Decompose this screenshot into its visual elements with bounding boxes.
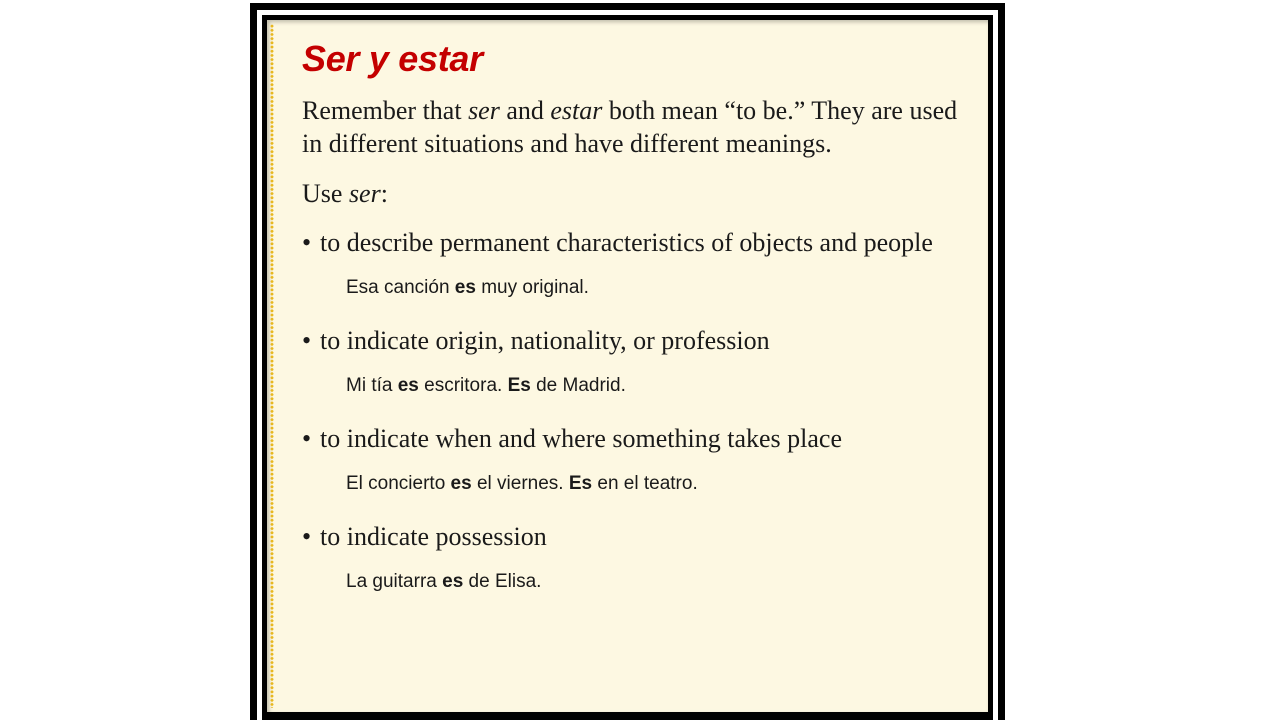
example-verb: es — [450, 473, 472, 495]
example-verb: es — [397, 375, 419, 397]
usage-bullet-text: to indicate origin, nationality, or profession — [320, 326, 770, 356]
example-sentence — [346, 472, 968, 496]
example-text: Esa canción — [346, 277, 455, 299]
example-verb: Es — [507, 375, 531, 397]
card-content — [302, 37, 968, 618]
intro-text-and: and — [499, 96, 551, 126]
intro-ser: ser — [468, 96, 500, 126]
example-text: escritora. — [418, 375, 508, 397]
example-verb: Es — [568, 473, 593, 495]
usage-list — [302, 226, 968, 594]
example-verb: es — [454, 277, 476, 299]
usage-bullet — [302, 520, 968, 553]
usage-bullet-text: to indicate possession — [320, 522, 547, 552]
example-sentence — [346, 570, 968, 594]
use-verb: ser — [348, 179, 381, 209]
example-text: muy original. — [475, 277, 589, 299]
intro-paragraph — [302, 94, 968, 160]
use-prefix: Use — [302, 179, 349, 209]
usage-bullet — [302, 422, 968, 455]
slide-frame — [250, 3, 1005, 720]
content-card — [267, 20, 988, 712]
usage-bullet-text: to describe permanent characteristics of objects and people — [320, 228, 933, 258]
intro-text-2: both mean “to be.” They are used in different situations and have different meanings. — [302, 96, 958, 159]
example-text: El concierto — [346, 473, 451, 495]
example-sentence — [346, 374, 968, 398]
use-ser-label — [302, 177, 968, 210]
example-verb: es — [442, 571, 464, 593]
bullet-dot-icon: • — [302, 228, 312, 258]
intro-text-1: Remember that — [302, 96, 469, 126]
usage-bullet — [302, 324, 968, 357]
example-text: de Elisa. — [463, 571, 542, 593]
example-text: en el teatro. — [592, 473, 698, 495]
page-title: Ser y estar — [302, 38, 483, 79]
bullet-dot-icon: • — [302, 424, 312, 454]
bullet-dot-icon: • — [302, 326, 312, 356]
frame-inner-border — [262, 15, 993, 720]
use-suffix: : — [380, 179, 388, 209]
bullet-dot-icon: • — [302, 522, 312, 552]
dotted-border-decoration — [270, 24, 274, 708]
example-text: Mi tía — [346, 375, 398, 397]
usage-bullet — [302, 226, 968, 259]
intro-estar: estar — [550, 96, 603, 126]
example-sentence — [346, 276, 968, 300]
usage-bullet-text: to indicate when and where something takes place — [320, 424, 842, 454]
frame-white-border — [257, 10, 998, 720]
example-text: de Madrid. — [530, 375, 626, 397]
example-text: La guitarra — [346, 571, 443, 593]
example-text: el viernes. — [471, 473, 569, 495]
